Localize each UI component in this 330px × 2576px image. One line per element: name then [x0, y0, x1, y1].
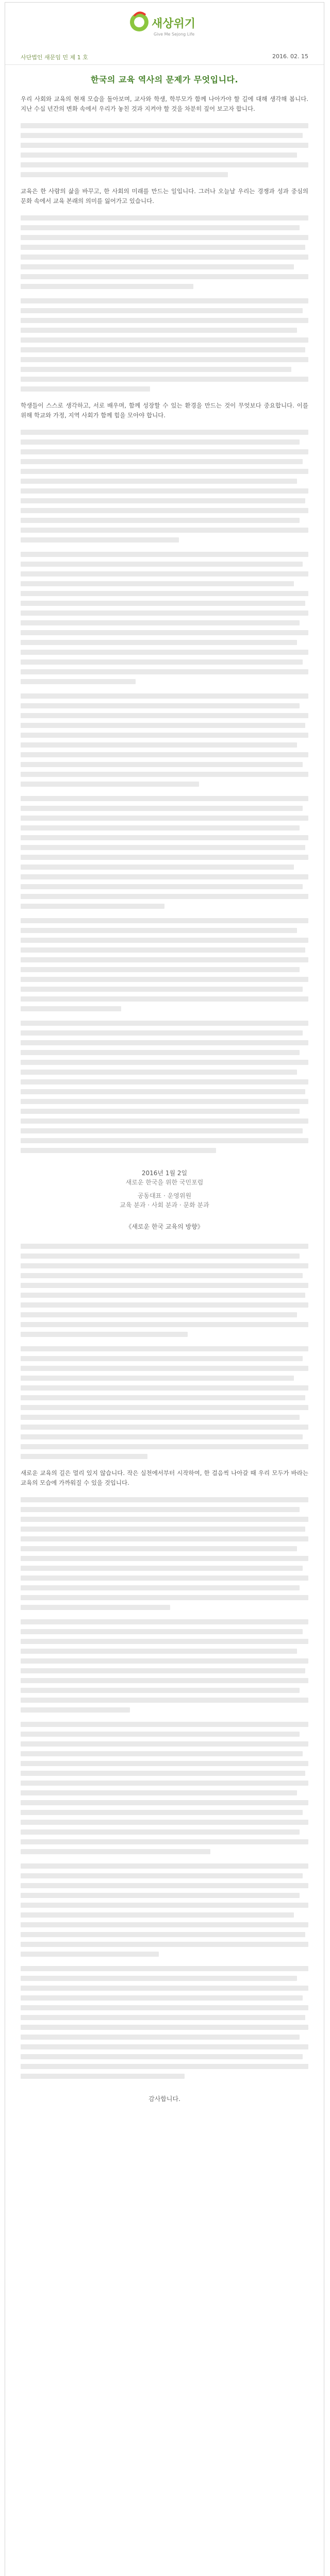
article-title: 한국의 교육 역사의 문제가 무엇입니다. — [90, 75, 239, 84]
newsletter-frame — [5, 2, 324, 2576]
paragraph-1: 우리 사회와 교육의 현재 모습을 돌아보며, 교사와 학생, 학부모가 함께 나아가야 할 길에 대해 생각해 봅니다. 지난 수십 년간의 변화 속에서 우리가 놓친 것과 지켜야 할 것을 차분히 짚어 보고자 합니다. — [21, 95, 308, 112]
text-block — [21, 215, 308, 289]
subtitle-block — [21, 1222, 308, 1231]
text-block — [21, 1346, 308, 1459]
text-block — [21, 918, 308, 1011]
event-title: 새로운 한국을 위한 국민포럼 — [125, 1179, 204, 1186]
text-block — [21, 552, 308, 684]
text-block — [21, 693, 308, 787]
event-line-2: 교육 분과 · 사회 분과 · 문화 분과 — [120, 1201, 209, 1209]
brand-main: 새상위기 — [152, 18, 196, 30]
event-date: 2016년 1월 2일 — [141, 1170, 188, 1177]
brand-logo — [125, 7, 207, 43]
paragraph-2: 교육은 한 사람의 삶을 바꾸고, 한 사회의 미래를 만드는 일입니다. 그러나 오늘날 우리는 경쟁과 성과 중심의 문화 속에서 교육 본래의 의미를 잃어가고 있습니다. — [21, 188, 308, 205]
newsletter-header — [5, 3, 324, 65]
issue-date: 2016. 02. 15 — [272, 53, 308, 60]
text-block — [21, 430, 308, 543]
meta-row — [21, 53, 308, 61]
subtitle: 《새로운 한국 교육의 방향》 — [125, 1223, 204, 1230]
text-block — [21, 1966, 308, 2079]
closing-block — [21, 2094, 308, 2104]
text-block — [21, 1722, 308, 1854]
closing-text: 감사합니다. — [148, 2095, 180, 2103]
text-block — [21, 123, 308, 177]
paragraph-3: 학생들이 스스로 생각하고, 서로 배우며, 함께 성장할 수 있는 환경을 만드는 것이 무엇보다 중요합니다. 이를 위해 학교와 가정, 지역 사회가 함께 힘을 모아야 합니다. — [21, 402, 308, 419]
issue-label: 사단법인 새문임 민 제 1 호 — [21, 54, 88, 61]
text-block — [21, 298, 308, 392]
text-block — [21, 1619, 308, 1713]
text-block — [21, 796, 308, 909]
brand-tag: Give Me Sejong Life — [154, 32, 195, 37]
article-body — [5, 65, 324, 2104]
text-block — [21, 1021, 308, 1153]
event-section-heading — [21, 1168, 308, 1210]
text-block — [21, 1244, 308, 1337]
paragraph-4: 새로운 교육의 길은 멀리 있지 않습니다. 작은 실천에서부터 시작하여, 한 걸음씩 나아갈 때 우리 모두가 바라는 교육의 모습에 가까워질 수 있을 것입니다. — [21, 1469, 308, 1486]
event-line-1: 공동대표 · 운영위원 — [137, 1192, 192, 1199]
text-block — [21, 1863, 308, 1957]
text-block — [21, 1497, 308, 1610]
